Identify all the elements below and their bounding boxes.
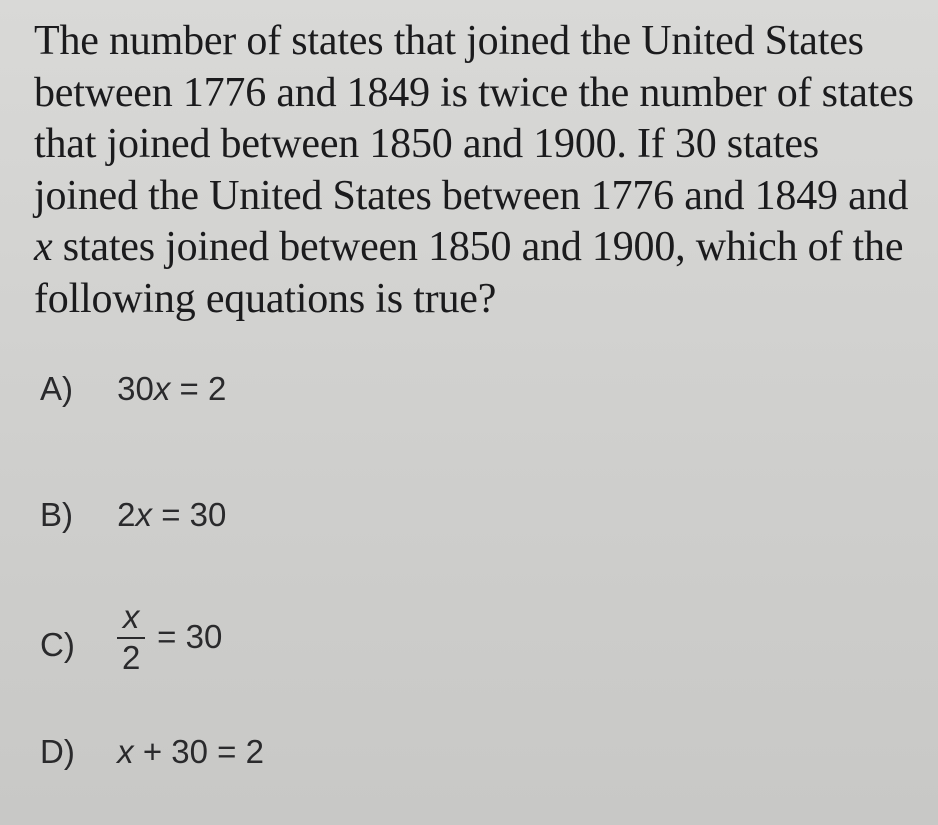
question-line-6: following equations is true? [34, 275, 497, 322]
choice-letter: A) [40, 370, 73, 407]
choice-equation [117, 370, 226, 408]
question-line-5 [34, 222, 929, 274]
choice-c[interactable] [40, 598, 223, 684]
question-line-3: that joined between 1850 and 1900. If 30 states [34, 121, 819, 167]
fraction [117, 600, 145, 674]
choice-b[interactable] [40, 496, 226, 534]
question-line-1: The number of states that joined the United States [34, 18, 864, 64]
choice-equation [117, 733, 264, 771]
choice-a[interactable] [40, 370, 226, 408]
equation-variable: x [153, 370, 171, 407]
fraction-denominator: 2 [121, 639, 141, 676]
equation-coefficient: 30 [117, 370, 154, 407]
choice-letter: B) [40, 496, 73, 533]
choice-letter: C) [40, 625, 75, 663]
choice-equation [117, 496, 226, 534]
equation-variable: x [135, 496, 153, 533]
question-text [34, 16, 929, 325]
question-line-5-text: states joined between 1850 and 1900, which of the [62, 224, 904, 270]
question-line-4: joined the United States between 1776 and 1849 and [34, 172, 909, 219]
equation-coefficient: 2 [117, 496, 136, 533]
choice-letter: D) [40, 733, 75, 770]
fraction-numerator: x [122, 598, 140, 635]
equation-rhs: + 30 = 2 [133, 733, 264, 770]
equation-rhs: = 30 [152, 496, 227, 533]
equation-rhs: = 30 [157, 618, 223, 655]
choice-equation [117, 600, 222, 674]
choice-d[interactable] [40, 733, 264, 771]
equation-variable: x [117, 733, 134, 770]
question-variable: x [34, 224, 53, 270]
equation-rhs: = 2 [170, 370, 227, 407]
question-line-2: between 1776 and 1849 is twice the number of states [34, 69, 914, 116]
